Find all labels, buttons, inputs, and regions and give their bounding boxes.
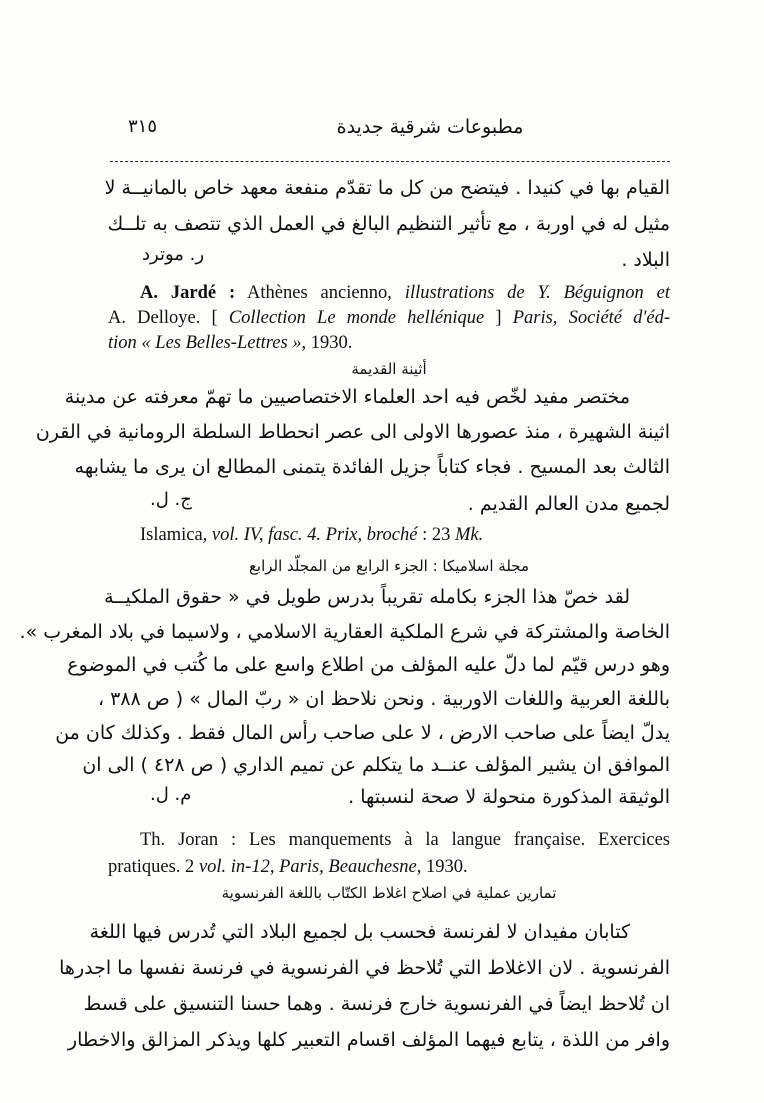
body-line: القيام بها في كنيدا . فيتضح من كل ما تقدّم منفعة معهد خاص بالمانيــة لا: [104, 177, 670, 199]
running-title: مطبوعات شرقية جديدة: [336, 116, 524, 138]
illustrator: illustrations de Y. Béguignon et: [404, 283, 671, 303]
body-line: يدلّ ايضاً على صاحب الارض ، لا على صاحب رأس المال فقط . وكذلك كان من: [55, 722, 670, 744]
body-line: وافر من اللذة ، يتابع فيهما المؤلف اقسام التعبير كلها ويذكر المزالق والاخطار: [67, 1029, 670, 1051]
collection: Collection Le monde hellénique: [228, 308, 485, 328]
body-line: اثينة الشهيرة ، منذ عصورها الاولى الى عصر انحطاط السلطة الرومانية في القرن: [35, 421, 670, 443]
text: pratiques. 2: [108, 857, 195, 877]
body-line: مختصر مفيد لخّص فيه احد العلماء الاختصاصيين ما تهمّ معرفته عن مدينة: [64, 386, 630, 408]
body-line: لجميع مدن العالم القديم .: [467, 493, 670, 515]
signature: ر. موترد: [142, 244, 205, 265]
review-heading: مجلة اسلاميكا : الجزء الرابع من المجلّد الرابع: [248, 557, 530, 575]
header-rule: [110, 161, 670, 162]
publisher: vol. in-12, Paris, Beauchesne: [198, 857, 417, 877]
publisher: Paris, Société d'éd-: [512, 308, 670, 328]
publisher: tion « Les Belles-Lettres »: [108, 333, 302, 353]
signature: ج. ل.: [150, 489, 192, 510]
review-heading: أثينة القديمة: [351, 360, 427, 378]
year: , 1930.: [416, 857, 468, 877]
body-line: ان تُلاحظ ايضاً في الفرنسوية خارج فرنسة . وهما حسنا التنسيق على قسط: [83, 993, 670, 1015]
volume: vol. IV, fasc. 4. Prix, broché: [211, 525, 418, 545]
bibliography-entry: Th. Joran : Les manquements à la langue française. Exercices: [140, 830, 670, 850]
body-line: كتابان مفيدان لا لفرنسة فحسب بل لجميع البلاد التي تُدرس فيها اللغة: [89, 921, 630, 943]
bibliography-entry: [108, 518, 670, 552]
body-line: وهو درس قيّم لما دلّ عليه المؤلف من اطلاع واسع على ما كُتب في الموضوع: [67, 654, 670, 676]
body-line: الخاصة والمشتركة في شرع الملكية العقارية الاسلامي ، ولاسيما في بلاد المغرب ».: [19, 621, 670, 643]
review-heading: تمارين عملية في اصلاح اغلاط الكتّاب باللغة الفرنسوية: [221, 884, 557, 902]
text: ]: [495, 308, 502, 328]
year: , 1930.: [301, 333, 353, 353]
page-number: ٣١٥: [128, 116, 158, 137]
currency: Mk.: [454, 525, 484, 545]
text: A. Delloye. [: [108, 308, 218, 328]
author: A. Jardé :: [140, 283, 236, 303]
price: : 23: [422, 525, 451, 545]
body-line: الموافق ان يشير المؤلف عنــد ما يتكلم عن تميم الداري ( ص ٤٢٨ ) الى ان: [82, 754, 670, 776]
body-line: البلاد .: [621, 249, 670, 271]
body-line: باللغة العربية واللغات الاوربية . ونحن نلاحظ ان « ربّ المال » ( ص ٣٨٨ ،: [97, 688, 670, 710]
body-line: الوثيقة المذكورة منحولة لا صحة لنسبتها .: [348, 786, 670, 808]
signature: م. ل.: [150, 784, 192, 805]
body-line: لقد خصّ هذا الجزء بكامله تقريباً بدرس طويل في « حقوق الملكيــة: [104, 586, 630, 608]
body-line: الفرنسوية . لان الاغلاط التي تُلاحظ في الفرنسوية في فرنسة نفسها ما اجدرها: [59, 957, 670, 979]
body-line: مثيل له في اوربة ، مع تأثير التنظيم البالغ في العمل الذي تتصف به تلــك: [107, 213, 670, 235]
body-line: الثالث بعد المسيح . فجاء كتاباً جزيل الفائدة يتمنى المطالع ان يرى ما يشابهه: [74, 456, 670, 478]
book-title: Athènes ancienno,: [247, 283, 392, 303]
journal: Islamica,: [140, 525, 208, 545]
